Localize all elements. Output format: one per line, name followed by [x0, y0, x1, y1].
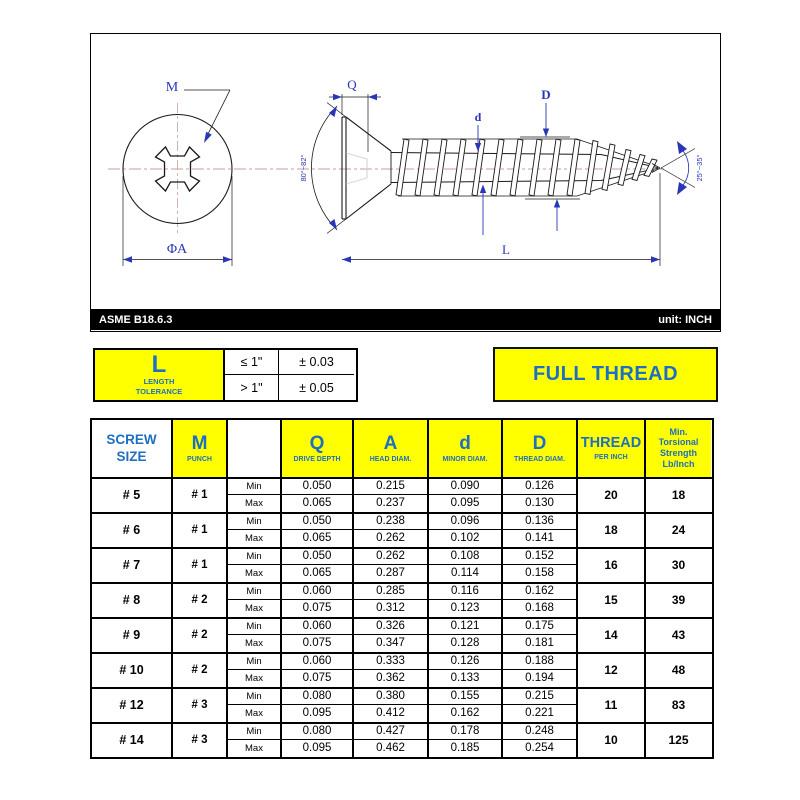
- value-cell: 0.188: [503, 654, 578, 671]
- tpi-cell: 11: [578, 689, 646, 722]
- value-cell: 0.462: [354, 740, 429, 757]
- value-cell: 0.362: [354, 670, 429, 687]
- value-cell: 0.133: [429, 670, 503, 687]
- max-label: Max: [228, 600, 282, 617]
- punch-cell: # 1: [173, 549, 228, 582]
- strength-cell: 24: [671, 523, 686, 537]
- value-cell: 0.065: [282, 530, 354, 547]
- dim-label-punch-ref: M: [165, 80, 179, 95]
- strength-cell: 39: [671, 593, 686, 607]
- value-cell: 0.262: [354, 530, 429, 547]
- dim-label-minor-dia: d: [474, 110, 482, 124]
- value-cell: 0.050: [282, 479, 354, 496]
- tolerance-subtitle-1: LENGTH: [143, 377, 175, 387]
- table-row: [92, 722, 712, 757]
- value-cell: 0.238: [354, 514, 429, 531]
- min-label: Min: [228, 619, 282, 636]
- min-label: Min: [228, 514, 282, 531]
- min-label: Min: [228, 689, 282, 706]
- value-cell: 0.326: [354, 619, 429, 636]
- head-top-view: [123, 90, 232, 266]
- max-label: Max: [228, 740, 282, 757]
- strength-cell: 43: [671, 628, 686, 642]
- value-cell: 0.116: [429, 584, 503, 601]
- dim-label-tip-angle: 25°~35°: [695, 154, 704, 182]
- dim-label-head-angle: 80°~82°: [299, 154, 308, 182]
- full-thread-box: [493, 347, 718, 402]
- value-cell: 0.158: [503, 565, 578, 582]
- panel-footer-bar: [91, 309, 720, 330]
- dim-label-thread-dia: D: [541, 87, 551, 102]
- screw-technical-drawing: [91, 34, 719, 309]
- strength-cell: 48: [671, 663, 686, 677]
- value-cell: 0.065: [282, 495, 354, 512]
- value-cell: 0.050: [282, 514, 354, 531]
- leader-arrow: [204, 132, 212, 143]
- value-cell: 0.262: [354, 549, 429, 566]
- header-minmax: [228, 420, 282, 477]
- spec-table: [90, 418, 714, 759]
- header-thread-per-inch: THREAD PER INCH: [578, 420, 646, 477]
- value-cell: 0.126: [503, 479, 578, 496]
- tpi-cell: 14: [578, 619, 646, 652]
- size-cell: # 8: [92, 584, 173, 617]
- value-cell: 0.095: [282, 705, 354, 722]
- value-cell: 0.095: [282, 740, 354, 757]
- strength-cell: 125: [668, 733, 689, 747]
- dim-label-length: L: [502, 242, 510, 257]
- hidden-recess-lines: [346, 153, 367, 184]
- size-cell: # 12: [92, 689, 173, 722]
- value-cell: 0.412: [354, 705, 429, 722]
- punch-cell: # 2: [173, 619, 228, 652]
- tpi-cell: 12: [578, 654, 646, 687]
- punch-cell: # 3: [173, 724, 228, 757]
- value-cell: 0.285: [354, 584, 429, 601]
- min-label: Min: [228, 654, 282, 671]
- header-minor-diam: d MINOR DIAM.: [429, 420, 503, 477]
- value-cell: 0.114: [429, 565, 503, 582]
- max-label: Max: [228, 530, 282, 547]
- value-cell: 0.168: [503, 600, 578, 617]
- value-cell: 0.178: [429, 724, 503, 741]
- min-label: Min: [228, 549, 282, 566]
- header-drive-depth: Q DRIVE DEPTH: [282, 420, 354, 477]
- punch-cell: # 1: [173, 514, 228, 547]
- table-row: [92, 512, 712, 547]
- tolerance-box: [93, 348, 358, 402]
- size-cell: # 10: [92, 654, 173, 687]
- value-cell: 0.175: [503, 619, 578, 636]
- strength-cell: 18: [671, 488, 686, 502]
- punch-cell: # 3: [173, 689, 228, 722]
- standard-label: ASME B18.6.3: [99, 313, 173, 326]
- header-torsional-strength: Min. Torsional Strength Lb/Inch: [646, 420, 711, 477]
- tpi-cell: 18: [578, 514, 646, 547]
- value-cell: 0.090: [429, 479, 503, 496]
- value-cell: 0.136: [503, 514, 578, 531]
- value-cell: 0.095: [429, 495, 503, 512]
- table-header: [92, 420, 712, 479]
- max-label: Max: [228, 635, 282, 652]
- header-thread-diam: D THREAD DIAM.: [503, 420, 578, 477]
- value-cell: 0.162: [429, 705, 503, 722]
- tpi-cell: 15: [578, 584, 646, 617]
- value-cell: 0.080: [282, 724, 354, 741]
- value-cell: 0.152: [503, 549, 578, 566]
- value-cell: 0.155: [429, 689, 503, 706]
- tolerance-value: ± 0.03: [279, 350, 354, 375]
- header-punch: M PUNCH: [173, 420, 228, 477]
- unit-label: unit: INCH: [658, 313, 712, 326]
- header-screw-size: SCREW SIZE: [92, 420, 173, 477]
- punch-cell: # 2: [173, 654, 228, 687]
- value-cell: 0.050: [282, 549, 354, 566]
- tolerance-condition: ≤ 1": [225, 350, 279, 375]
- value-cell: 0.215: [503, 689, 578, 706]
- min-label: Min: [228, 584, 282, 601]
- value-cell: 0.102: [429, 530, 503, 547]
- value-cell: 0.121: [429, 619, 503, 636]
- value-cell: 0.215: [354, 479, 429, 496]
- tolerance-value: ± 0.05: [299, 380, 334, 395]
- screw-side-view: [311, 94, 695, 266]
- value-cell: 0.075: [282, 635, 354, 652]
- value-cell: 0.128: [429, 635, 503, 652]
- value-cell: 0.065: [282, 565, 354, 582]
- value-cell: 0.427: [354, 724, 429, 741]
- punch-cell: # 1: [173, 479, 228, 512]
- tpi-cell: 20: [578, 479, 646, 512]
- value-cell: 0.221: [503, 705, 578, 722]
- table-row: [92, 687, 712, 722]
- full-thread-label: FULL THREAD: [532, 363, 679, 385]
- value-cell: 0.194: [503, 670, 578, 687]
- value-cell: 0.096: [429, 514, 503, 531]
- value-cell: 0.141: [503, 530, 578, 547]
- value-cell: 0.060: [282, 584, 354, 601]
- value-cell: 0.248: [503, 724, 578, 741]
- tolerance-grid: [225, 348, 358, 402]
- table-row: [92, 652, 712, 687]
- value-cell: 0.080: [282, 689, 354, 706]
- value-cell: 0.060: [282, 654, 354, 671]
- min-label: Min: [228, 479, 282, 496]
- size-cell: # 6: [92, 514, 173, 547]
- value-cell: 0.185: [429, 740, 503, 757]
- value-cell: 0.312: [354, 600, 429, 617]
- value-cell: 0.237: [354, 495, 429, 512]
- size-cell: # 9: [92, 619, 173, 652]
- table-row: [92, 582, 712, 617]
- value-cell: 0.126: [429, 654, 503, 671]
- size-cell: # 14: [92, 724, 173, 757]
- value-cell: 0.287: [354, 565, 429, 582]
- max-label: Max: [228, 670, 282, 687]
- header-head-diam: A HEAD DIAM.: [354, 420, 429, 477]
- value-cell: 0.060: [282, 619, 354, 636]
- value-cell: 0.075: [282, 600, 354, 617]
- strength-cell: 83: [671, 698, 686, 712]
- tolerance-condition: > 1": [225, 375, 279, 400]
- thread-blades: [396, 139, 657, 196]
- max-label: Max: [228, 705, 282, 722]
- tolerance-title-cell: [93, 348, 225, 402]
- dim-label-head-dia: ΦA: [166, 242, 188, 257]
- value-cell: 0.162: [503, 584, 578, 601]
- value-cell: 0.254: [503, 740, 578, 757]
- max-label: Max: [228, 565, 282, 582]
- drawing-panel: [90, 33, 721, 332]
- tpi-cell: 10: [578, 724, 646, 757]
- table-row: [92, 617, 712, 652]
- tolerance-subtitle-2: TOLERANCE: [135, 387, 183, 396]
- punch-cell: # 2: [173, 584, 228, 617]
- table-row: [92, 547, 712, 582]
- value-cell: 0.181: [503, 635, 578, 652]
- dim-label-drive-depth: Q: [347, 77, 357, 92]
- value-cell: 0.123: [429, 600, 503, 617]
- size-cell: # 7: [92, 549, 173, 582]
- table-row: [92, 479, 712, 512]
- value-cell: 0.347: [354, 635, 429, 652]
- value-cell: 0.130: [503, 495, 578, 512]
- tpi-cell: 16: [578, 549, 646, 582]
- value-cell: 0.108: [429, 549, 503, 566]
- min-label: Min: [228, 724, 282, 741]
- size-cell: # 5: [92, 479, 173, 512]
- value-cell: 0.333: [354, 654, 429, 671]
- tolerance-title: L: [151, 351, 167, 379]
- value-cell: 0.075: [282, 670, 354, 687]
- strength-cell: 30: [671, 558, 686, 572]
- max-label: Max: [228, 495, 282, 512]
- value-cell: 0.380: [354, 689, 429, 706]
